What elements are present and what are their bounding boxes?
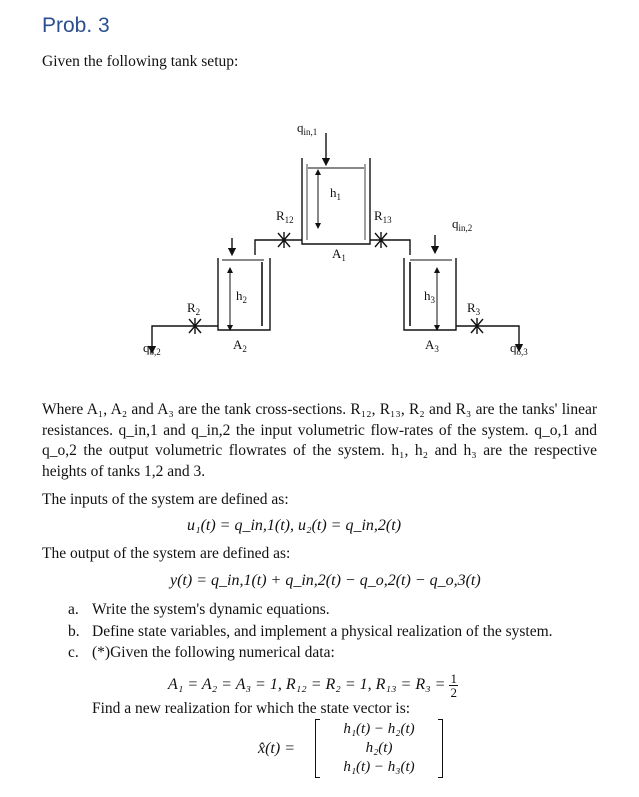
outputs-label: The output of the system are defined as: bbox=[42, 545, 291, 562]
state-vector-row: h₁(t) − h₂(t) bbox=[343, 721, 415, 737]
task-a bbox=[68, 600, 330, 620]
q-in2-label: $q_{in,2}$ bbox=[452, 216, 473, 233]
inputs-equation: u₁(t) = q_in,1(t), u₂(t) = q_in,2(t) bbox=[187, 517, 402, 534]
q-o2-label: $q_{o,2}$ bbox=[143, 340, 161, 357]
inputs-label: The inputs of the system are defined as: bbox=[42, 491, 289, 508]
task-b bbox=[68, 622, 553, 642]
R12-label: $R_{12}$ bbox=[276, 208, 294, 225]
task-text: (*)Given the following numerical data: bbox=[92, 644, 335, 661]
h3-label: $h_3$ bbox=[424, 288, 435, 305]
A1-label: $A_1$ bbox=[332, 246, 346, 263]
numeric-data-text: A₁ = A₂ = A₃ = 1, R₁₂ = R₂ = 1, R₁₃ = R₃ = bbox=[168, 676, 446, 694]
tank-diagram bbox=[0, 115, 639, 395]
fraction-denominator: 2 bbox=[450, 685, 457, 700]
task-label: c. bbox=[68, 644, 79, 661]
state-vector-row: h₂(t) bbox=[365, 740, 393, 756]
fraction-numerator: 1 bbox=[450, 671, 457, 686]
task-text: Write the system's dynamic equations. bbox=[92, 601, 330, 618]
task-c bbox=[68, 643, 335, 663]
description-paragraph: Where A₁, A₂ and A₃ are the tank cross-sections. R₁₂, R₁₃, R₂ and R₃ are the tanks' linear resistances. q_in,1 and q_in,2 the input volumetric flow-rates of the system. q_o,1 and q_o,2 the output volumetric flowrates of the system. h₁, h₂ and h₃ are the respective heights of tanks 1,2 and 3. bbox=[42, 401, 597, 480]
R13-label: $R_{13}$ bbox=[374, 208, 392, 225]
find-text: Find a new realization for which the state vector is: bbox=[92, 700, 411, 717]
pipe-r2 bbox=[152, 326, 218, 350]
R3-label: $R_3$ bbox=[467, 300, 481, 317]
fraction bbox=[449, 672, 458, 699]
A2-label: $A_2$ bbox=[233, 337, 247, 354]
h2-label: $h_2$ bbox=[236, 288, 247, 305]
task-label: b. bbox=[68, 623, 80, 640]
q-in1-label: $q_{in,1}$ bbox=[297, 120, 318, 137]
numeric-data-equation bbox=[168, 672, 458, 699]
h1-label: $h_1$ bbox=[330, 185, 341, 202]
pipe-r13 bbox=[370, 240, 410, 255]
state-vector-matrix bbox=[315, 719, 443, 778]
pipe-r12 bbox=[255, 240, 302, 255]
q-o3-label: $q_{o,3}$ bbox=[510, 340, 528, 357]
A3-label: $A_3$ bbox=[425, 337, 439, 354]
output-equation: y(t) = q_in,1(t) + q_in,2(t) − q_o,2(t) − q_o,3(t) bbox=[170, 572, 481, 589]
state-vector-lhs: x̂(t) = bbox=[258, 740, 295, 757]
tank-2 bbox=[218, 258, 270, 330]
state-vector-row: h₁(t) − h₃(t) bbox=[343, 759, 415, 775]
R2-label: $R_2$ bbox=[187, 300, 201, 317]
problem-title: Prob. 3 bbox=[42, 14, 110, 37]
task-label: a. bbox=[68, 601, 79, 618]
task-text: Define state variables, and implement a physical realization of the system. bbox=[92, 623, 553, 640]
intro-text: Given the following tank setup: bbox=[42, 53, 239, 70]
